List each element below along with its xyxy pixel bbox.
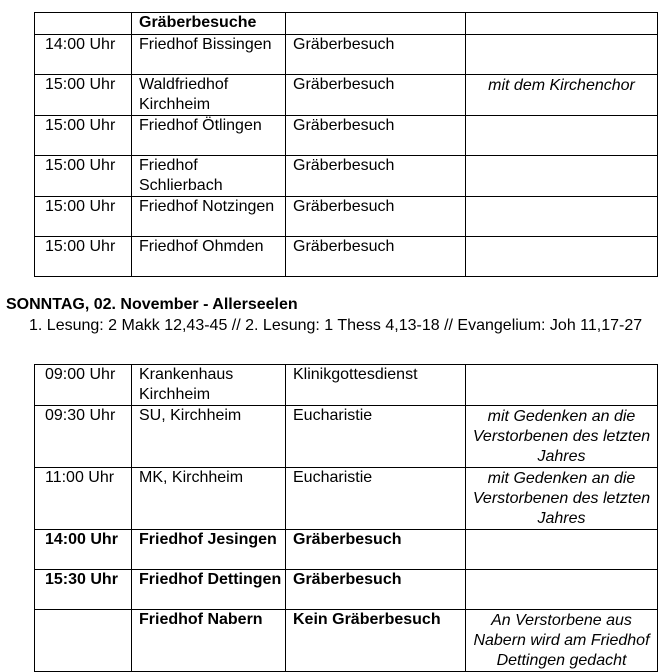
note-cell: mit dem Kirchenchor bbox=[466, 75, 658, 116]
note-cell bbox=[466, 237, 658, 277]
table-row bbox=[35, 75, 658, 116]
time-cell: 09:30 Uhr bbox=[35, 406, 132, 468]
place-cell: Friedhof Ötlingen bbox=[132, 116, 286, 156]
day-heading: SONNTAG, 02. November - Allerseelen bbox=[6, 296, 298, 313]
place-cell: SU, Kirchheim bbox=[132, 406, 286, 468]
place-cell: Waldfriedhof Kirchheim bbox=[132, 75, 286, 116]
table-row bbox=[35, 406, 658, 468]
place-cell: Friedhof Notzingen bbox=[132, 197, 286, 237]
note-cell: mit Gedenken an die Verstorbenen des letzten Jahres bbox=[466, 406, 658, 468]
note-cell bbox=[466, 116, 658, 156]
time-cell: 15:30 Uhr bbox=[35, 570, 132, 610]
service-type-cell: Eucharistie bbox=[286, 468, 466, 530]
table-row bbox=[35, 570, 658, 610]
table-row bbox=[35, 610, 658, 672]
table-row bbox=[35, 156, 658, 197]
time-cell: 11:00 Uhr bbox=[35, 468, 132, 530]
all-souls-table bbox=[34, 364, 658, 672]
service-type-cell: Gräberbesuch bbox=[286, 237, 466, 277]
time-cell: 14:00 Uhr bbox=[35, 530, 132, 570]
table-row bbox=[35, 530, 658, 570]
table-header-row bbox=[35, 13, 658, 35]
time-cell: 15:00 Uhr bbox=[35, 237, 132, 277]
time-cell: 09:00 Uhr bbox=[35, 365, 132, 406]
service-type-cell: Klinikgottesdienst bbox=[286, 365, 466, 406]
table-row bbox=[35, 197, 658, 237]
place-cell: Friedhof Dettingen bbox=[132, 570, 286, 610]
place-cell: Friedhof Ohmden bbox=[132, 237, 286, 277]
note-cell bbox=[466, 35, 658, 75]
table-row bbox=[35, 365, 658, 406]
table-row bbox=[35, 237, 658, 277]
service-type-cell: Kein Gräberbesuch bbox=[286, 610, 466, 672]
service-type-cell: Gräberbesuch bbox=[286, 570, 466, 610]
place-cell: MK, Kirchheim bbox=[132, 468, 286, 530]
place-cell: Friedhof Jesingen bbox=[132, 530, 286, 570]
time-cell: 15:00 Uhr bbox=[35, 116, 132, 156]
note-cell bbox=[466, 156, 658, 197]
place-cell: Friedhof Bissingen bbox=[132, 35, 286, 75]
note-cell: An Verstorbene aus Nabern wird am Friedhof Dettingen gedacht bbox=[466, 610, 658, 672]
place-cell: Friedhof Nabern bbox=[132, 610, 286, 672]
readings-text: 1. Lesung: 2 Makk 12,43-45 // 2. Lesung: 1 Thess 4,13-18 // Evangelium: Joh 11,17-27 bbox=[29, 317, 643, 334]
note-cell bbox=[466, 365, 658, 406]
service-type-cell: Gräberbesuch bbox=[286, 75, 466, 116]
note-cell bbox=[466, 570, 658, 610]
service-type-cell: Gräberbesuch bbox=[286, 197, 466, 237]
header-time-cell bbox=[35, 13, 132, 35]
time-cell: 15:00 Uhr bbox=[35, 197, 132, 237]
header-type-cell bbox=[286, 13, 466, 35]
service-type-cell: Gräberbesuch bbox=[286, 35, 466, 75]
service-type-cell: Eucharistie bbox=[286, 406, 466, 468]
header-note-cell bbox=[466, 13, 658, 35]
service-type-cell: Gräberbesuch bbox=[286, 530, 466, 570]
note-cell bbox=[466, 530, 658, 570]
note-cell: mit Gedenken an die Verstorbenen des letzten Jahres bbox=[466, 468, 658, 530]
time-cell bbox=[35, 610, 132, 672]
time-cell: 14:00 Uhr bbox=[35, 35, 132, 75]
table-header-title: Gräberbesuche bbox=[132, 13, 286, 35]
place-cell: Krankenhaus Kirchheim bbox=[132, 365, 286, 406]
time-cell: 15:00 Uhr bbox=[35, 75, 132, 116]
note-cell bbox=[466, 197, 658, 237]
table-row bbox=[35, 116, 658, 156]
graves-visit-table bbox=[34, 12, 658, 277]
table-row bbox=[35, 35, 658, 75]
table-row bbox=[35, 468, 658, 530]
time-cell: 15:00 Uhr bbox=[35, 156, 132, 197]
place-cell: Friedhof Schlierbach bbox=[132, 156, 286, 197]
service-type-cell: Gräberbesuch bbox=[286, 156, 466, 197]
service-type-cell: Gräberbesuch bbox=[286, 116, 466, 156]
